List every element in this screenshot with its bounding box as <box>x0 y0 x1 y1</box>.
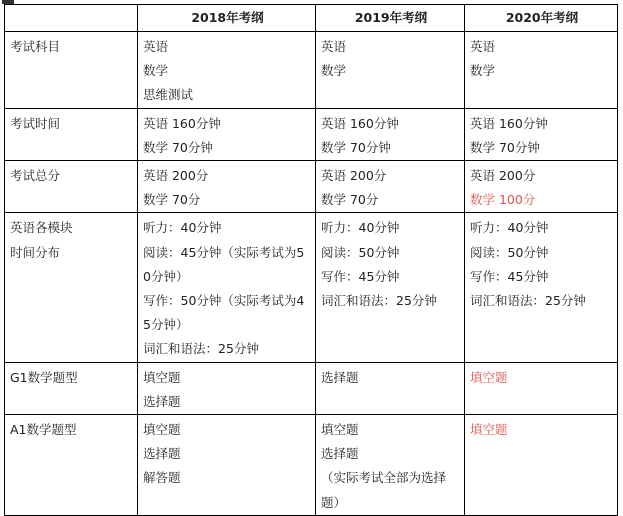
row-label-exam-time: 考试时间 <box>5 108 138 160</box>
cell-line-highlight: 填空题 <box>470 369 508 385</box>
cell-line: 听力：40分钟 <box>470 220 549 236</box>
cell-2020-exam-time <box>465 108 618 160</box>
cell-line: 填空题 <box>321 422 359 438</box>
cell-line: 词汇和语法：25分钟 <box>321 293 437 309</box>
cell-line: 数学 70分钟 <box>470 139 540 155</box>
cell-line: 听力：40分钟 <box>321 220 400 236</box>
cell-2020-total-score <box>465 161 618 213</box>
cell-line: 思维测试 <box>143 87 194 103</box>
cell-line: 听力：40分钟 <box>143 220 222 236</box>
cell-line: 英语 200分 <box>321 168 387 184</box>
cell-line: 阅读：50分钟 <box>321 244 400 260</box>
cell-line: 选择题 <box>143 446 181 462</box>
cell-line: 数学 <box>470 63 496 79</box>
header-row <box>5 5 618 32</box>
exam-syllabus-table <box>4 4 618 516</box>
cell-2019-a1-math <box>316 415 465 516</box>
cell-2020-a1-math <box>465 415 618 516</box>
cell-line: 选择题 <box>321 446 359 462</box>
cell-line: 数学 70分钟 <box>321 139 391 155</box>
cell-2018-a1-math <box>138 415 316 516</box>
cell-2018-g1-math <box>138 362 316 414</box>
cell-line: 选择题 <box>143 393 181 409</box>
row-label-g1-math: G1数学题型 <box>5 362 138 414</box>
cell-line: 数学 <box>321 63 347 79</box>
table-row <box>5 213 618 362</box>
cell-line: 英语 <box>143 39 169 54</box>
cell-line: 写作：50分钟（实际考试为45分钟） <box>143 293 305 333</box>
cell-line: 填空题 <box>143 422 181 438</box>
cell-line: 英语 <box>321 39 347 54</box>
cell-line: 词汇和语法：25分钟 <box>470 293 586 309</box>
cell-line: 数学 70分 <box>321 192 379 208</box>
cell-line: （实际考试全部为选择题） <box>321 470 447 510</box>
cell-line: 英语 <box>470 39 496 54</box>
cell-line: 英语 200分 <box>470 168 536 184</box>
cell-line: 填空题 <box>143 369 181 385</box>
cell-2018-subjects <box>138 32 316 109</box>
table-row <box>5 362 618 414</box>
cell-line-highlight: 填空题 <box>470 422 508 438</box>
cell-line: 数学 70分钟 <box>143 139 213 155</box>
header-cell-corner <box>5 5 138 32</box>
row-label-english-modules: 英语各模块 时间分布 <box>5 213 138 362</box>
cell-line: 数学 70分 <box>143 192 201 208</box>
cell-2019-english-modules <box>316 213 465 362</box>
table-row <box>5 108 618 160</box>
cell-line: 解答题 <box>143 470 181 486</box>
cell-2020-g1-math <box>465 362 618 414</box>
cell-line: 英语 160分钟 <box>321 115 399 131</box>
row-label-subjects: 考试科目 <box>5 32 138 109</box>
cell-2019-subjects <box>316 32 465 109</box>
cell-line: 阅读：50分钟 <box>470 244 549 260</box>
cell-line: 选择题 <box>321 369 359 385</box>
header-cell-2020: 2020年考纲 <box>465 5 618 32</box>
cell-line: 数学 <box>143 63 169 79</box>
cell-line: 英语 160分钟 <box>470 115 548 131</box>
cell-2020-subjects <box>465 32 618 109</box>
row-label-total-score: 考试总分 <box>5 161 138 213</box>
table-row <box>5 32 618 109</box>
cell-2019-total-score <box>316 161 465 213</box>
table-row <box>5 415 618 516</box>
cell-2018-english-modules <box>138 213 316 362</box>
cell-line-highlight: 数学 100分 <box>470 192 536 208</box>
cell-2018-total-score <box>138 161 316 213</box>
cell-line: 写作：45分钟 <box>470 268 549 284</box>
cell-2020-english-modules <box>465 213 618 362</box>
cell-line: 写作：45分钟 <box>321 268 400 284</box>
table-row <box>5 161 618 213</box>
cell-2019-exam-time <box>316 108 465 160</box>
cell-line: 英语 200分 <box>143 168 209 184</box>
row-label-a1-math: A1数学题型 <box>5 415 138 516</box>
cell-line: 英语 160分钟 <box>143 115 221 131</box>
cell-2019-g1-math <box>316 362 465 414</box>
header-cell-2019: 2019年考纲 <box>316 5 465 32</box>
cell-line: 词汇和语法：25分钟 <box>143 341 259 357</box>
cell-line: 阅读：45分钟（实际考试为50分钟） <box>143 244 305 284</box>
header-cell-2018: 2018年考纲 <box>138 5 316 32</box>
cell-2018-exam-time <box>138 108 316 160</box>
